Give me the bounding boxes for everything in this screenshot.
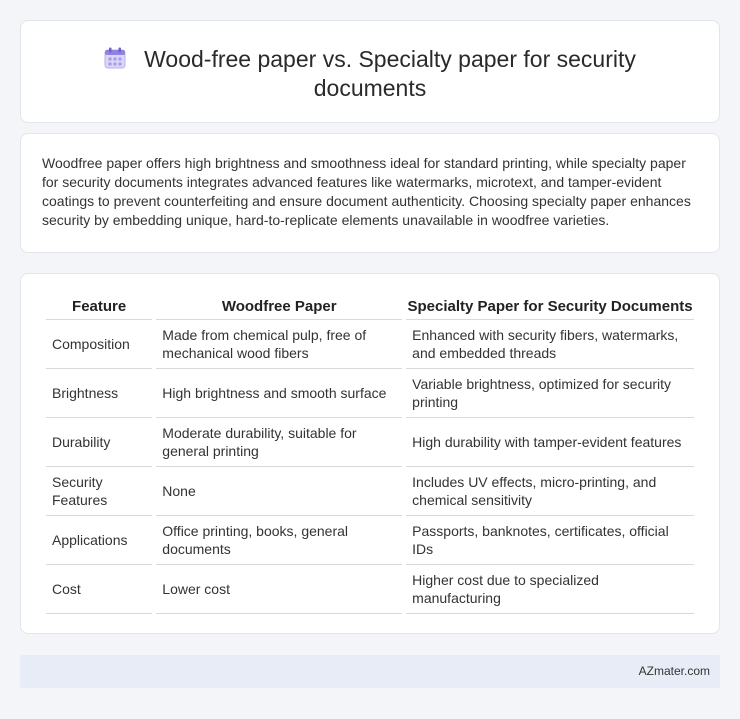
comparison-table — [42, 294, 698, 614]
page-title: Wood-free paper vs. Specialty paper for security documents — [144, 46, 636, 101]
row-specialty: Passports, banknotes, certificates, official IDs — [406, 516, 694, 565]
row-woodfree: High brightness and smooth surface — [156, 369, 402, 418]
row-specialty: Higher cost due to specialized manufacturing — [406, 565, 694, 614]
row-feature: Durability — [46, 418, 152, 467]
row-feature: Composition — [46, 320, 152, 369]
table-row — [46, 418, 694, 467]
table-row — [46, 320, 694, 369]
row-feature: Security Features — [46, 467, 152, 516]
header-feature: Feature — [46, 294, 152, 320]
row-woodfree: Made from chemical pulp, free of mechanical wood fibers — [156, 320, 402, 369]
row-specialty: High durability with tamper-evident features — [406, 418, 694, 467]
table-header-row — [46, 294, 694, 320]
row-woodfree: None — [156, 467, 402, 516]
intro-paragraph: Woodfree paper offers high brightness and smoothness ideal for standard printing, while specialty paper for security documents integrates advanced features like watermarks, microtext, and tamper-evident coatings to prevent counterfeiting and ensure document authenticity. Choosing specialty paper enhances security by embedding unique, hard-to-replicate elements unavailable in woodfree varieties. — [42, 155, 691, 228]
table-row — [46, 565, 694, 614]
row-feature: Cost — [46, 565, 152, 614]
title-card — [20, 20, 720, 123]
row-specialty: Variable brightness, optimized for security printing — [406, 369, 694, 418]
row-woodfree: Office printing, books, general documents — [156, 516, 402, 565]
table-row — [46, 369, 694, 418]
header-specialty: Specialty Paper for Security Documents — [406, 294, 694, 320]
row-specialty: Includes UV effects, micro-printing, and chemical sensitivity — [406, 467, 694, 516]
intro-card — [20, 133, 720, 253]
calendar-icon — [104, 47, 126, 69]
row-woodfree: Lower cost — [156, 565, 402, 614]
row-feature: Applications — [46, 516, 152, 565]
table-row — [46, 467, 694, 516]
footer-bar — [20, 655, 720, 688]
table-row — [46, 516, 694, 565]
footer-brand: AZmater.com — [638, 664, 710, 678]
page-heading — [21, 45, 719, 103]
comparison-card — [20, 273, 720, 634]
header-woodfree: Woodfree Paper — [156, 294, 402, 320]
row-feature: Brightness — [46, 369, 152, 418]
row-specialty: Enhanced with security fibers, watermarks, and embedded threads — [406, 320, 694, 369]
row-woodfree: Moderate durability, suitable for general printing — [156, 418, 402, 467]
